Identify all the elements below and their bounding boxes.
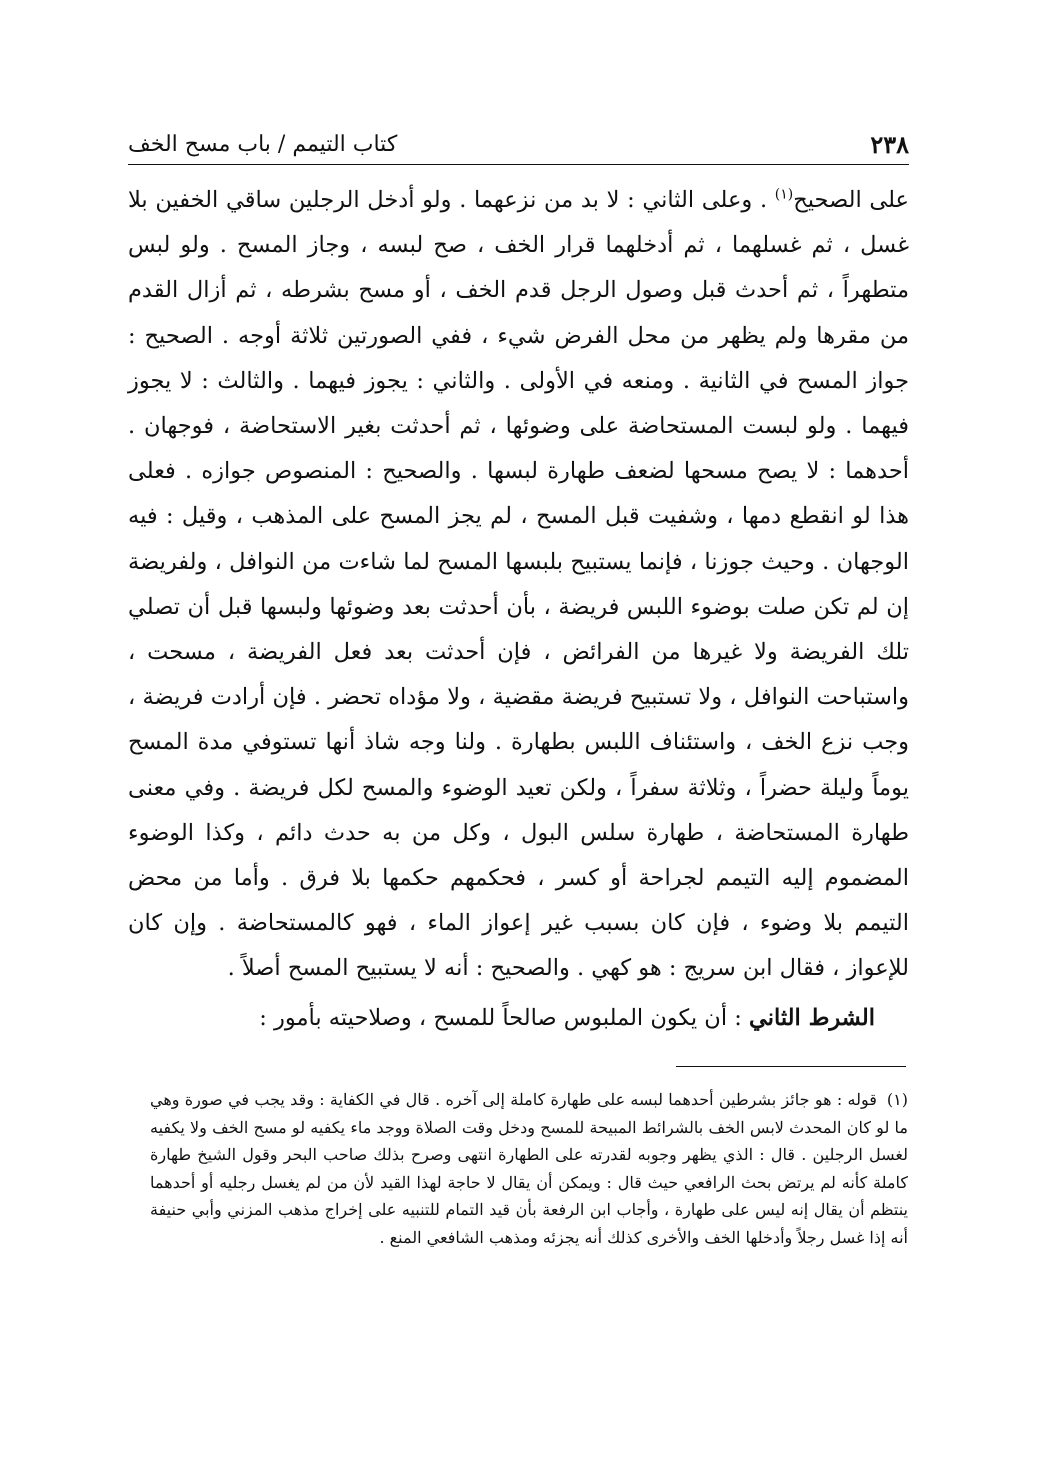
paragraph-start: على الصحيح [793,187,909,213]
section-label: الشرط الثاني [748,1004,875,1031]
footnote-reference: (١) [774,186,794,203]
main-text [128,178,909,1041]
footnote-text: قوله : هو جائز بشرطين أحدهما لبسه على طهارة كاملة إلى آخره . قال في الكفاية : وقد يجب في صورة وهي ما لو كان المحدث لابس الخف بالشرائط المبيحة للمسح ودخل وقت الصلاة ووجد ماء يكفيه لو مسح الخف ولا يكفيه لغسل الرجلين . قال : الذي يظهر وجوبه لقدرته على الطهارة انتهى وصرح بذلك صاحب البحر وقول الشيخ طهارة كاملة كأنه لم يرتض بحث الرافعي حيث قال : ويمكن أن يقال لا حاجة لهذا القيد لأن من لم يغسل رجليه أو أحدهما ينتظم أن يقال إنه ليس على طهارة ، وأجاب ابن الرفعة بأن قيد التمام للتنبيه على إخراج مذهب المزني وأبي حنيفة أنه إذا غسل رجلاً وأدخلها الخف والأخرى كذلك أنه يجزئه ومذهب الشافعي المنع . [150,1090,909,1247]
footnote-number: (١) [886,1090,908,1109]
running-title: كتاب التيمم / باب مسح الخف [128,132,398,157]
footnotes [150,1086,908,1251]
footnote-divider [676,1066,906,1067]
footnote-item [150,1086,908,1251]
page-number: ٢٣٨ [870,130,909,159]
page-header [128,128,909,165]
paragraph-body: . وعلى الثاني : لا بد من نزعهما . ولو أدخل الرجلين ساقي الخفين بلا غسل ، ثم غسلهما ، ثم أدخلهما قرار الخف ، صح لبسه ، وجاز المسح . ولو لبس متطهراً ، ثم أحدث قبل وصول الرجل قدم الخف ، أو مسح بشرطه ، ثم أزال القدم من مقرها ولم يظهر من محل الفرض شيء ، ففي الصورتين ثلاثة أوجه . الصحيح : جواز المسح في الثانية . ومنعه في الأولى . والثاني : يجوز فيهما . والثالث : لا يجوز فيهما . ولو لبست المستحاضة على وضوئها ، ثم أحدثت بغير الاستحاضة ، فوجهان . أحدهما : لا يصح مسحها لضعف طهارة لبسها . والصحيح : المنصوص جوازه . فعلى هذا لو انقطع دمها ، وشفيت قبل المسح ، لم يجز المسح على المذهب ، وقيل : فيه الوجهان . وحيث جوزنا ، فإنما يستبيح بلبسها المسح لما شاءت من النوافل ، ولفريضة إن لم تكن صلت بوضوء اللبس فريضة ، بأن أحدثت بعد وضوئها ولبسها قبل أن تصلي تلك الفريضة ولا غيرها من الفرائض ، فإن أحدثت بعد فعل الفريضة ، مسحت ، واستباحت النوافل ، ولا تستبيح فريضة مقضية ، ولا مؤداه تحضر . فإن أرادت فريضة ، وجب نزع الخف ، واستئناف اللبس بطهارة . ولنا وجه شاذ أنها تستوفي مدة المسح يوماً وليلة حضراً ، وثلاثة سفراً ، ولكن تعيد الوضوء والمسح لكل فريضة . وفي معنى طهارة المستحاضة ، طهارة سلس البول ، وكل من به حدث دائم ، وكذا الوضوء المضموم إليه التيمم لجراحة أو كسر ، فحكمهم حكمها بلا فرق . وأما من محض التيمم بلا وضوء ، فإن كان بسبب غير إعواز الماء ، فهو كالمستحاضة . وإن كان للإعواز ، فقال ابن سريج : هو كهي . والصحيح : أنه لا يستبيح المسح أصلاً . [128,187,909,982]
main-paragraph [128,178,909,992]
section-text: : أن يكون الملبوس صالحاً للمسح ، وصلاحيته بأمور : [259,1004,749,1031]
condition-paragraph [128,996,909,1041]
